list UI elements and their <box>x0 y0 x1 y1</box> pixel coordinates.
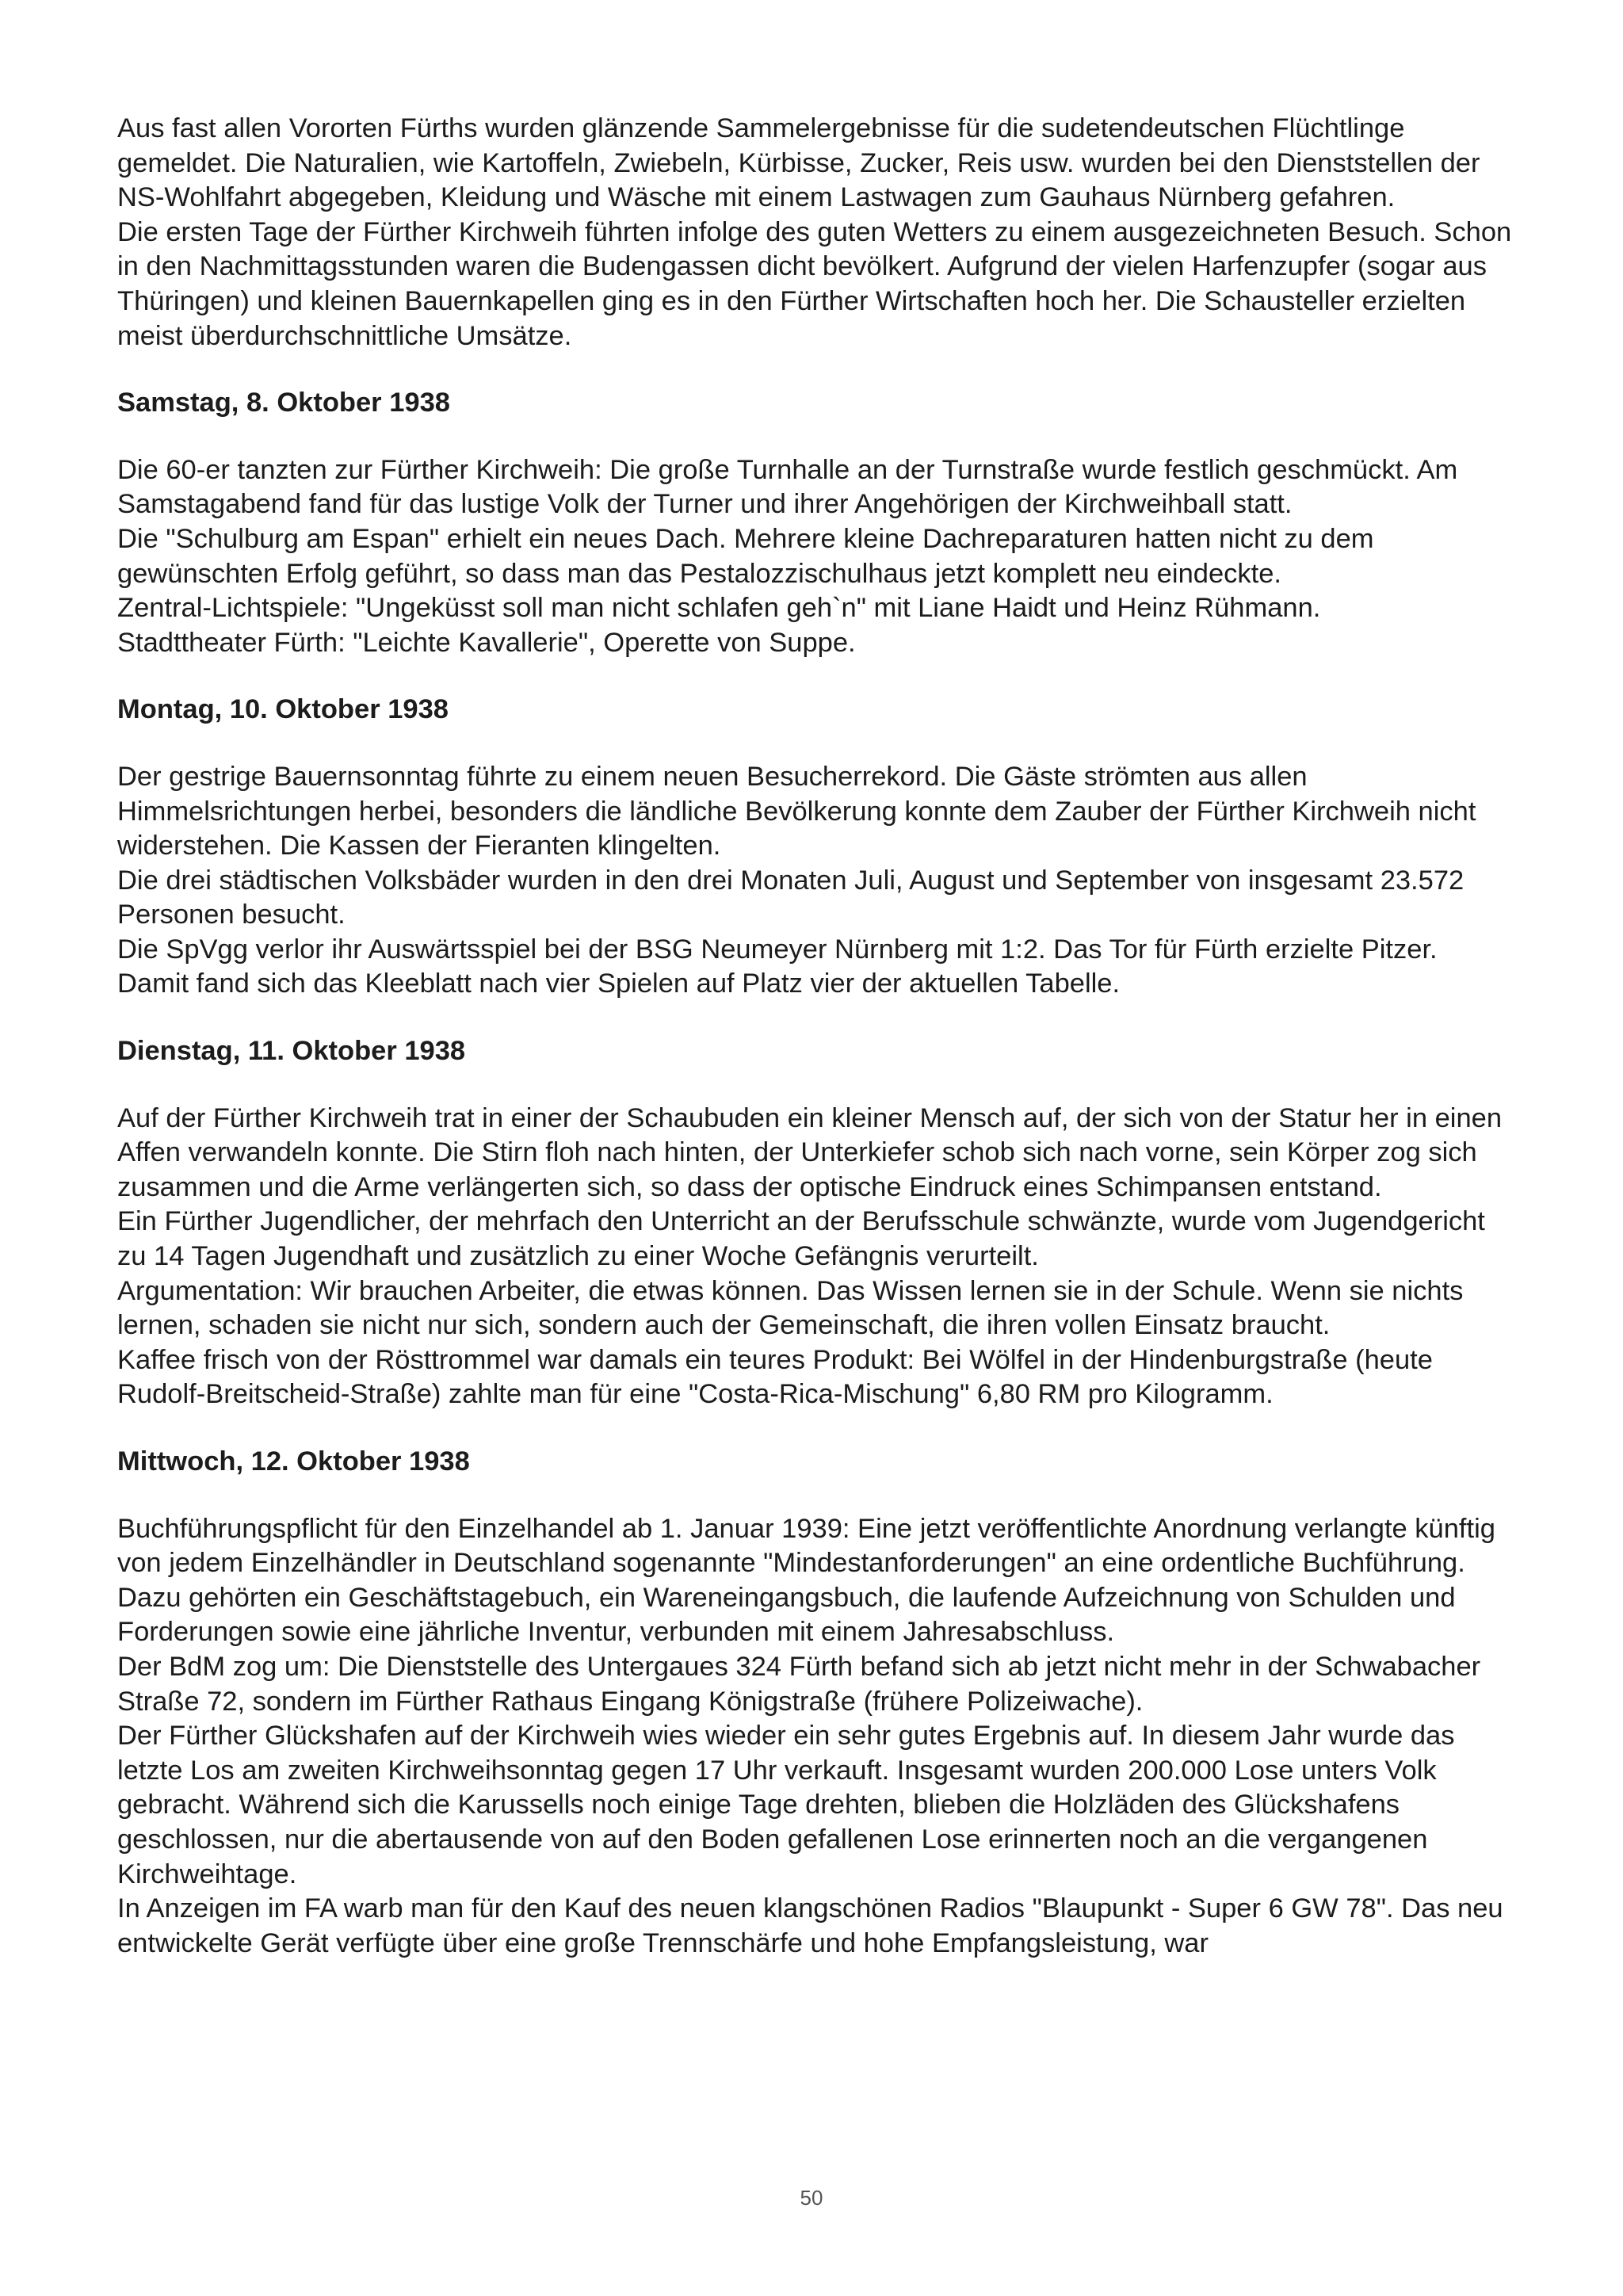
paragraph: Der Fürther Glückshafen auf der Kirchweih wies wieder ein sehr gutes Ergebnis auf. In diesem Jahr wurde das letzte Los am zweiten Kirchweihsonntag gegen 17 Uhr verkauft. Insgesamt wurden 200.000 Lose unters Volk gebracht. Während sich die Karussells noch einige Tage drehten, blieben die Holzläden des Glückshafens geschlossen, nur die abertausende von auf den Boden gefallenen Lose erinnerten noch an die vergangenen Kirchweihtage. <box>117 1721 1455 1889</box>
intro-block <box>117 112 1512 353</box>
paragraph: Die SpVgg verlor ihr Auswärtsspiel bei der BSG Neumeyer Nürnberg mit 1:2. Das Tor für Fürth erzielte Pitzer. Damit fand sich das Kleeblatt nach vier Spielen auf Platz vier der aktuellen Tabelle. <box>117 934 1438 999</box>
paragraph: Die ersten Tage der Fürther Kirchweih führten infolge des guten Wetters zu einem ausgezeichneten Besuch. Schon in den Nachmittagsstunden waren die Budengassen dicht bevölkert. Aufgrund der vielen Harfenzupfer (sogar aus Thüringen) und kleinen Bauernkapellen ging es in den Fürther Wirtschaften hoch her. Die Schausteller erzielten meist überdurchschnittliche Umsätze. <box>117 216 1512 351</box>
paragraph: Die "Schulburg am Espan" erhielt ein neues Dach. Mehrere kleine Dachreparaturen hatten nicht zu dem gewünschten Erfolg geführt, so dass man das Pestalozzischulhaus jetzt komplett neu eindeckte. <box>117 523 1374 589</box>
paragraph: Buchführungspflicht für den Einzelhandel ab 1. Januar 1939: Eine jetzt veröffentlichte Anordnung verlangte künftig von jedem Einzelhändler in Deutschland sogenannte "Mindestanforderungen" an eine ordentliche Buchführung. Dazu gehörten ein Geschäftstagebuch, ein Wareneingangsbuch, die laufende Aufzeichnung von Schulden und Forderungen sowie eine jährliche Inventur, verbunden mit einem Jahresabschluss. <box>117 1513 1495 1648</box>
paragraph: Ein Fürther Jugendlicher, der mehrfach den Unterricht an der Berufsschule schwänzte, wurde vom Jugendgericht zu 14 Tagen Jugendhaft und zusätzlich zu einer Woche Gefängnis verurteilt. <box>117 1206 1485 1272</box>
paragraph: Argumentation: Wir brauchen Arbeiter, die etwas können. Das Wissen lernen sie in der Schule. Wenn sie nichts lernen, schaden sie nicht nur sich, sondern auch der Gemeinschaft, die ihren vollen Einsatz braucht. <box>117 1275 1464 1341</box>
paragraph: Der BdM zog um: Die Dienststelle des Untergaues 324 Fürth befand sich ab jetzt nicht mehr in der Schwabacher Straße 72, sondern im Fürther Rathaus Eingang Königstraße (frühere Polizeiwache). <box>117 1651 1481 1717</box>
paragraph: Stadttheater Fürth: "Leichte Kavallerie", Operette von Suppe. <box>117 627 856 658</box>
page-number: 50 <box>800 2186 823 2210</box>
paragraph: Die drei städtischen Volksbäder wurden in den drei Monaten Juli, August und September von insgesamt 23.572 Personen besucht. <box>117 865 1465 930</box>
section-heading: Mittwoch, 12. Oktober 1938 <box>117 1446 470 1477</box>
section-heading: Dienstag, 11. Oktober 1938 <box>117 1036 466 1067</box>
paragraph: Kaffee frisch von der Rösttrommel war damals ein teures Produkt: Bei Wölfel in der Hindenburgstraße (heute Rudolf-Breitscheid-Straße) zahlte man für eine "Costa-Rica-Mischung" 6,80 RM pro Kilogramm. <box>117 1344 1433 1410</box>
section-heading: Samstag, 8. Oktober 1938 <box>117 388 450 418</box>
paragraph: Aus fast allen Vororten Fürths wurden glänzende Sammelergebnisse für die sudetendeutschen Flüchtlinge gemeldet. Die Naturalien, wie Kartoffeln, Zwiebeln, Kürbisse, Zucker, Reis usw. wurden bei den Dienststellen der NS-Wohlfahrt abgegeben, Kleidung und Wäsche mit einem Lastwagen zum Gauhaus Nürnberg gefahren. <box>117 113 1480 213</box>
section-mittwoch-12-oktober <box>117 1445 1512 1961</box>
paragraph: Der gestrige Bauernsonntag führte zu einem neuen Besucherrekord. Die Gäste strömten aus allen Himmelsrichtungen herbei, besonders die ländliche Bevölkerung konnte dem Zauber der Fürther Kirchweih nicht widerstehen. Die Kassen der Fieranten klingelten. <box>117 761 1476 861</box>
paragraph: Zentral-Lichtspiele: "Ungeküsst soll man nicht schlafen geh`n" mit Liane Haidt und Heinz Rühmann. <box>117 593 1321 624</box>
paragraph: Die 60-er tanzten zur Fürther Kirchweih: Die große Turnhalle an der Turnstraße wurde festlich geschmückt. Am Samstagabend fand für das lustige Volk der Turner und ihrer Angehörigen der Kirchweihball statt. <box>117 454 1458 520</box>
section-samstag-8-oktober <box>117 386 1512 660</box>
section-montag-10-oktober <box>117 693 1512 1002</box>
document-page <box>117 112 1512 1961</box>
paragraph: Auf der Fürther Kirchweih trat in einer der Schaubuden ein kleiner Mensch auf, der sich von der Statur her in einen Affen verwandeln konnte. Die Stirn floh nach hinten, der Unterkiefer schob sich nach vorne, sein Körper zog sich zusammen und die Arme verlängerten sich, so dass der optische Eindruck eines Schimpansen entstand. <box>117 1102 1503 1202</box>
paragraph: In Anzeigen im FA warb man für den Kauf des neuen klangschönen Radios "Blaupunkt - Super 6 GW 78". Das neu entwickelte Gerät verfügte über eine große Trennschärfe und hohe Empfangsleistung, war <box>117 1893 1503 1958</box>
section-dienstag-11-oktober <box>117 1034 1512 1412</box>
section-heading: Montag, 10. Oktober 1938 <box>117 694 449 725</box>
